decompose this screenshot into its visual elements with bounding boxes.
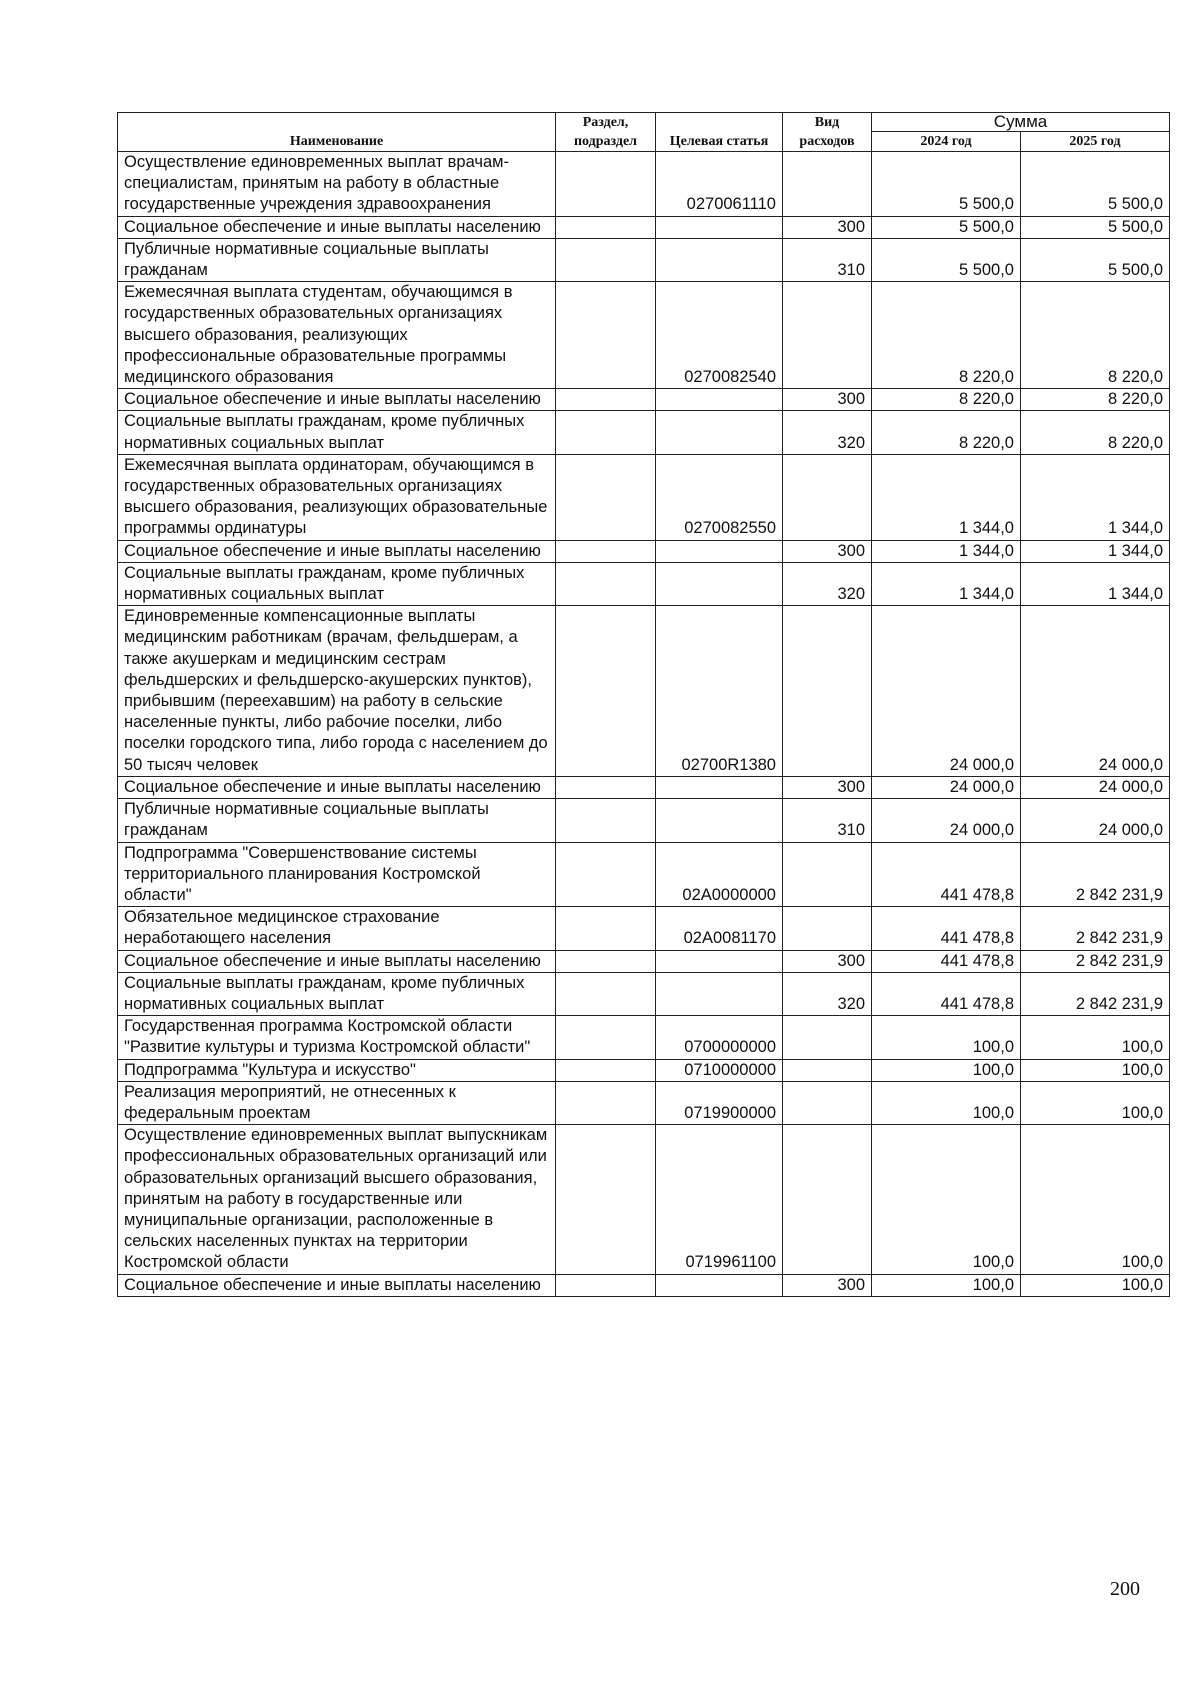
cell-razdel — [556, 799, 656, 842]
cell-name: Социальное обеспечение и иные выплаты населению — [118, 950, 556, 972]
cell-name: Социальное обеспечение и иные выплаты населению — [118, 540, 556, 562]
cell-razdel — [556, 152, 656, 217]
table-row — [118, 1125, 1170, 1274]
cell-razdel — [556, 1274, 656, 1296]
table-row — [118, 606, 1170, 777]
table-row — [118, 907, 1170, 950]
cell-sum-2025: 2 842 231,9 — [1021, 950, 1170, 972]
table-row — [118, 411, 1170, 454]
cell-sum-2025: 1 344,0 — [1021, 562, 1170, 605]
page-number: 200 — [1110, 1578, 1140, 1600]
cell-sum-2024: 5 500,0 — [872, 216, 1021, 238]
cell-name: Социальное обеспечение и иные выплаты населению — [118, 216, 556, 238]
cell-expense-type: 310 — [783, 799, 872, 842]
cell-razdel — [556, 950, 656, 972]
cell-name: Публичные нормативные социальные выплаты гражданам — [118, 799, 556, 842]
table-row — [118, 562, 1170, 605]
cell-expense-type: 320 — [783, 411, 872, 454]
cell-razdel — [556, 389, 656, 411]
cell-name: Социальные выплаты гражданам, кроме публичных нормативных социальных выплат — [118, 972, 556, 1015]
header-summa: Сумма — [872, 113, 1170, 132]
header-vid: Вид расходов — [783, 113, 872, 152]
cell-name: Единовременные компенсационные выплаты медицинским работникам (врачам, фельдшерам, а также акушеркам и медицинским сестрам фельдшерских и фельдшерско-акушерских пунктов), прибывшим (переехавшим) на работу в сельские населенные пункты, либо рабочие поселки, либо поселки городского типа, либо города с населением до 50 тысяч человек — [118, 606, 556, 777]
cell-target-article: 02700R1380 — [656, 606, 783, 777]
table-row — [118, 799, 1170, 842]
cell-expense-type — [783, 282, 872, 389]
table-row — [118, 282, 1170, 389]
cell-sum-2025: 100,0 — [1021, 1125, 1170, 1274]
budget-table — [117, 112, 1170, 1297]
cell-target-article: 0719900000 — [656, 1081, 783, 1124]
cell-sum-2025: 8 220,0 — [1021, 411, 1170, 454]
cell-razdel — [556, 562, 656, 605]
cell-target-article — [656, 950, 783, 972]
cell-expense-type — [783, 1081, 872, 1124]
table-row — [118, 238, 1170, 281]
cell-sum-2025: 100,0 — [1021, 1081, 1170, 1124]
cell-sum-2024: 8 220,0 — [872, 389, 1021, 411]
cell-razdel — [556, 282, 656, 389]
cell-name: Ежемесячная выплата студентам, обучающимся в государственных образовательных организациях высшего образования, реализующих профессиональные образовательные программы медицинского образования — [118, 282, 556, 389]
cell-name: Государственная программа Костромской области "Развитие культуры и туризма Костромской области" — [118, 1016, 556, 1059]
cell-razdel — [556, 216, 656, 238]
cell-razdel — [556, 907, 656, 950]
cell-sum-2024: 100,0 — [872, 1016, 1021, 1059]
table-row — [118, 1274, 1170, 1296]
table-row — [118, 950, 1170, 972]
cell-target-article — [656, 389, 783, 411]
cell-sum-2024: 24 000,0 — [872, 776, 1021, 798]
table-row — [118, 842, 1170, 907]
header-2024: 2024 год — [872, 132, 1021, 152]
cell-target-article — [656, 216, 783, 238]
cell-sum-2024: 5 500,0 — [872, 238, 1021, 281]
cell-sum-2025: 24 000,0 — [1021, 799, 1170, 842]
cell-sum-2025: 24 000,0 — [1021, 776, 1170, 798]
cell-sum-2024: 441 478,8 — [872, 950, 1021, 972]
cell-name: Обязательное медицинское страхование неработающего населения — [118, 907, 556, 950]
header-name: Наименование — [118, 113, 556, 152]
cell-razdel — [556, 1081, 656, 1124]
cell-sum-2024: 1 344,0 — [872, 540, 1021, 562]
cell-expense-type: 310 — [783, 238, 872, 281]
cell-name: Подпрограмма "Культура и искусство" — [118, 1059, 556, 1081]
cell-name: Социальное обеспечение и иные выплаты населению — [118, 1274, 556, 1296]
cell-sum-2024: 100,0 — [872, 1125, 1021, 1274]
cell-expense-type — [783, 606, 872, 777]
cell-razdel — [556, 972, 656, 1015]
cell-expense-type: 300 — [783, 540, 872, 562]
cell-sum-2025: 5 500,0 — [1021, 152, 1170, 217]
table-row — [118, 972, 1170, 1015]
cell-sum-2024: 24 000,0 — [872, 799, 1021, 842]
cell-sum-2025: 8 220,0 — [1021, 282, 1170, 389]
cell-expense-type — [783, 1059, 872, 1081]
cell-expense-type: 300 — [783, 216, 872, 238]
cell-razdel — [556, 540, 656, 562]
cell-sum-2025: 1 344,0 — [1021, 540, 1170, 562]
table-row — [118, 540, 1170, 562]
cell-name: Социальное обеспечение и иные выплаты населению — [118, 389, 556, 411]
cell-sum-2025: 1 344,0 — [1021, 454, 1170, 540]
header-2025: 2025 год — [1021, 132, 1170, 152]
cell-sum-2025: 100,0 — [1021, 1274, 1170, 1296]
cell-razdel — [556, 411, 656, 454]
cell-sum-2024: 441 478,8 — [872, 907, 1021, 950]
cell-expense-type — [783, 454, 872, 540]
cell-name: Социальные выплаты гражданам, кроме публичных нормативных социальных выплат — [118, 411, 556, 454]
cell-target-article: 0719961100 — [656, 1125, 783, 1274]
cell-target-article — [656, 776, 783, 798]
cell-sum-2025: 24 000,0 — [1021, 606, 1170, 777]
cell-target-article — [656, 238, 783, 281]
cell-razdel — [556, 1059, 656, 1081]
cell-target-article — [656, 1274, 783, 1296]
header-row-1 — [118, 113, 1170, 132]
cell-razdel — [556, 238, 656, 281]
cell-expense-type: 320 — [783, 562, 872, 605]
cell-target-article — [656, 562, 783, 605]
cell-razdel — [556, 1125, 656, 1274]
table-body — [118, 152, 1170, 1297]
cell-sum-2024: 1 344,0 — [872, 454, 1021, 540]
table-row — [118, 1059, 1170, 1081]
cell-sum-2024: 441 478,8 — [872, 972, 1021, 1015]
cell-sum-2025: 5 500,0 — [1021, 238, 1170, 281]
cell-razdel — [556, 454, 656, 540]
cell-sum-2025: 2 842 231,9 — [1021, 907, 1170, 950]
cell-sum-2025: 2 842 231,9 — [1021, 972, 1170, 1015]
cell-name: Осуществление единовременных выплат выпускникам профессиональных образовательных организаций или образовательных организаций высшего образования, принятым на работу в государственные или муниципальные организации, расположенные в сельских населенных пунктах на территории Костромской области — [118, 1125, 556, 1274]
table-row — [118, 776, 1170, 798]
cell-sum-2024: 24 000,0 — [872, 606, 1021, 777]
cell-target-article — [656, 972, 783, 1015]
cell-razdel — [556, 606, 656, 777]
cell-name: Ежемесячная выплата ординаторам, обучающимся в государственных образовательных организациях высшего образования, реализующих образовательные программы ординатуры — [118, 454, 556, 540]
table-row — [118, 1081, 1170, 1124]
table-row — [118, 152, 1170, 217]
cell-sum-2025: 5 500,0 — [1021, 216, 1170, 238]
cell-name: Публичные нормативные социальные выплаты гражданам — [118, 238, 556, 281]
table-row — [118, 389, 1170, 411]
header-celevaya: Целевая статья — [656, 113, 783, 152]
cell-sum-2025: 100,0 — [1021, 1059, 1170, 1081]
cell-expense-type: 300 — [783, 389, 872, 411]
cell-expense-type: 320 — [783, 972, 872, 1015]
cell-target-article — [656, 411, 783, 454]
cell-expense-type — [783, 152, 872, 217]
cell-name: Социальные выплаты гражданам, кроме публичных нормативных социальных выплат — [118, 562, 556, 605]
table-row — [118, 454, 1170, 540]
cell-sum-2024: 8 220,0 — [872, 282, 1021, 389]
cell-name: Реализация мероприятий, не отнесенных к федеральным проектам — [118, 1081, 556, 1124]
cell-sum-2024: 8 220,0 — [872, 411, 1021, 454]
cell-name: Осуществление единовременных выплат врачам-специалистам, принятым на работу в областные государственные учреждения здравоохранения — [118, 152, 556, 217]
cell-sum-2025: 2 842 231,9 — [1021, 842, 1170, 907]
cell-target-article: 02A0081170 — [656, 907, 783, 950]
cell-target-article: 0270061110 — [656, 152, 783, 217]
cell-expense-type — [783, 842, 872, 907]
cell-name: Подпрограмма "Совершенствование системы территориального планирования Костромской области" — [118, 842, 556, 907]
cell-sum-2025: 8 220,0 — [1021, 389, 1170, 411]
cell-target-article — [656, 540, 783, 562]
cell-target-article: 02A0000000 — [656, 842, 783, 907]
cell-razdel — [556, 842, 656, 907]
cell-target-article: 0710000000 — [656, 1059, 783, 1081]
cell-target-article: 0270082540 — [656, 282, 783, 389]
cell-sum-2024: 1 344,0 — [872, 562, 1021, 605]
cell-razdel — [556, 1016, 656, 1059]
cell-expense-type — [783, 1125, 872, 1274]
cell-sum-2024: 5 500,0 — [872, 152, 1021, 217]
header-razdel: Раздел, подраздел — [556, 113, 656, 152]
cell-sum-2024: 100,0 — [872, 1059, 1021, 1081]
cell-expense-type: 300 — [783, 950, 872, 972]
cell-sum-2024: 441 478,8 — [872, 842, 1021, 907]
cell-target-article — [656, 799, 783, 842]
cell-razdel — [556, 776, 656, 798]
cell-expense-type: 300 — [783, 776, 872, 798]
cell-sum-2024: 100,0 — [872, 1274, 1021, 1296]
cell-expense-type — [783, 907, 872, 950]
cell-sum-2025: 100,0 — [1021, 1016, 1170, 1059]
cell-target-article: 0700000000 — [656, 1016, 783, 1059]
cell-expense-type — [783, 1016, 872, 1059]
table-row — [118, 216, 1170, 238]
cell-name: Социальное обеспечение и иные выплаты населению — [118, 776, 556, 798]
cell-target-article: 0270082550 — [656, 454, 783, 540]
cell-sum-2024: 100,0 — [872, 1081, 1021, 1124]
cell-expense-type: 300 — [783, 1274, 872, 1296]
table-row — [118, 1016, 1170, 1059]
